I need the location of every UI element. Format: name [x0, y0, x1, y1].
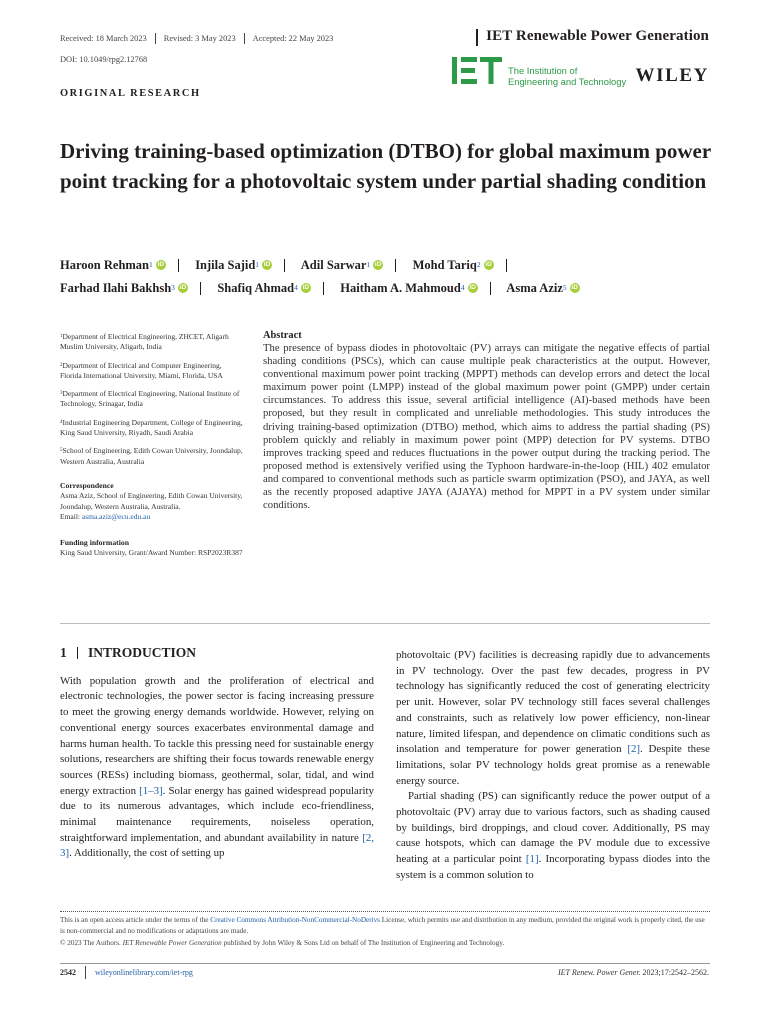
affiliations-column [60, 332, 243, 559]
affiliation-number[interactable]: 4 [294, 283, 298, 292]
journal-title-bar [476, 29, 478, 46]
correspondence-heading: Correspondence [60, 480, 114, 490]
orcid-icon[interactable]: iD [179, 284, 187, 292]
correspondence-text: Asma Aziz, School of Engineering, Edith Cowan University, Joondalup, Western Australia, Australia. Email: asma.aziz@ecu.edu.au [60, 491, 243, 521]
article-dates [60, 33, 333, 44]
footer-separator [85, 966, 86, 979]
email-link[interactable]: asma.aziz@ecu.edu.au [81, 511, 151, 521]
citation-link[interactable]: [1] [525, 853, 539, 866]
citation-info: IET Renew. Power Gener. 2023;17:2542–2562. [557, 968, 709, 977]
author-separator [395, 259, 396, 272]
abstract-text: The presence of bypass diodes in photovoltaic (PV) arrays can mitigate the negative effects of partial shading conditions (PSCs), which can cause multiple peak characteristics at the output. However, conventional maximum power point tracking (MPPT) methods can develop errors and detect the local maximum power point (LMPP) instead of the global maximum power point (GMPP) under certain circumstances. To address this issue, several artificial intelligence (AI)-based methods have been proposed, but they result in complicated and unreliable methodologies. This study introduces the driving training-based optimization (DTBO) method, which aims to address the partial shading (PS) problem quickly and reliably in maximum power point (MPP) detection for PV systems. DTBO improves tracking speed and reduces fluctuations in the power output during the tracking period. The proposed method is extensively verified using the Typhoon hardware-in-the-loop (HIL) 402 emulator and compared to conventional methods such as particle swarm optimization (PSO), and JAYA, as well as the recently proposed adaptive JAYA (AJAYA) method for MPPT in a PV system under similar conditions. [263, 342, 710, 512]
author-separator [178, 259, 179, 272]
affiliation-number[interactable]: 1 [149, 260, 153, 269]
date-separator [155, 33, 156, 44]
revised-date: Revised: 3 May 2023 [163, 34, 236, 43]
affiliation: $^5$School of Engineering, Edith Cowan University, Joondalup, Western Australia, Australia [60, 446, 243, 466]
affiliation: $^2$Department of Electrical and Computer Engineering, Florida International University, Miami, Florida, USA [60, 360, 223, 380]
journal-url-link[interactable]: wileyonlinelibrary.com/iet-rpg [95, 968, 193, 977]
affiliation-number[interactable]: 1 [255, 260, 260, 269]
orcid-icon[interactable]: iD [485, 261, 492, 269]
license-link[interactable]: Creative Commons Attribution-NonCommercial-NoDerivs [210, 916, 380, 924]
section-number: 1 [60, 645, 67, 660]
orcid-icon[interactable]: iD [374, 261, 382, 269]
affiliation-number[interactable]: 5 [562, 283, 567, 292]
orcid-icon[interactable]: iD [571, 284, 578, 292]
affiliation: $^3$Department of Electrical Engineering, National Institute of Technology, Srinagar, India [60, 389, 240, 409]
orcid-icon[interactable]: iD [157, 261, 165, 269]
abstract-heading: Abstract [263, 330, 302, 341]
author-separator [284, 259, 285, 272]
author-separator [323, 282, 324, 295]
affiliation: $^4$Industrial Engineering Department, College of Engineering, King Saud University, Riyadh, Saudi Arabia [60, 417, 243, 438]
author[interactable]: Mohd Tariq$^2$ iD [412, 258, 492, 272]
orcid-icon[interactable]: iD [469, 284, 476, 292]
page-number: 2542 [60, 968, 76, 977]
author[interactable]: Adil Sarwar$^1$ iD [300, 258, 382, 272]
article-title: Driving training-based optimization (DTBO) for global maximum power point tracking for a photovoltaic system under partial shading condition [60, 139, 711, 193]
affiliation-number[interactable]: 3 [171, 283, 175, 292]
intro-paragraph: With population growth and the proliferation of electrical and electronic technologies, the power sector is facing increasing pressure to meet the growing energy demands worldwide. However, relying on conventional energy sources exacerbates environmental damage and harms human health. To tackle this pressing need for sustainable energy solutions, researchers are shifting their focus towards renewable energy sources (RESs) including biomass, geothermal, solar, tidal, and wind energy extraction [1–3]. Solar energy has gained widespread popularity due to its numerous advantages, which include eco-friendliness, minimal maintenance requirements, noiseless operation, straightforward implementation, and abundant availability in nature [2, 3]. Additionally, the cost of setting up [60, 674, 375, 860]
journal-title: IET Renewable Power Generation [486, 28, 709, 44]
wiley-logo: WILEY [635, 65, 709, 86]
author[interactable]: Farhad Ilahi Bakhsh$^3$ iD [60, 281, 187, 295]
author[interactable]: Haitham A. Mahmoud$^4$ iD [340, 281, 476, 295]
author[interactable]: Asma Aziz$^5$ iD [506, 281, 578, 295]
citation-link[interactable]: [2, 3] [60, 831, 374, 860]
author-separator [506, 259, 507, 272]
doi[interactable]: DOI: 10.1049/rpg2.12768 [60, 55, 148, 64]
received-date: Received: 18 March 2023 [60, 34, 147, 43]
author[interactable]: Injila Sajid$^1$ iD [195, 258, 271, 272]
license-divider [60, 911, 710, 912]
author[interactable]: Shafiq Ahmad$^4$ iD [217, 281, 310, 295]
citation-link[interactable]: [1–3] [139, 784, 163, 797]
author-separator [200, 282, 201, 295]
iet-line-2: Engineering and Technology [508, 75, 627, 87]
iet-institution-name [508, 66, 626, 87]
iet-line-1: The Institution of [508, 65, 578, 76]
affiliation: $^1$Department of Electrical Engineering, ZHCET, Aligarh Muslim University, Aligarh, India [60, 332, 229, 352]
orcid-icon[interactable]: iD [263, 261, 271, 269]
intro-paragraph: photovoltaic (PV) facilities is decreasing rapidly due to advancements in PV technology. Over the past few decades, progress in PV technology has significantly reduced the cost of generating electricity per unit. However, solar PV technology still faces several challenges and constraints, such as relatively low power efficiency, non-linear nature, limited lifespan, and dependence on climatic conditions such as insolation and temperature for power generation [2]. Despite these limitations, solar PV technology holds great promise as a renewable energy source. [396, 649, 710, 787]
section-title: INTRODUCTION [87, 645, 196, 660]
orcid-icon[interactable]: iD [302, 284, 310, 292]
abstract [263, 330, 710, 512]
footer-rule [60, 963, 710, 964]
funding-heading: Funding information [60, 538, 129, 548]
affiliation-number[interactable]: 1 [366, 260, 371, 269]
author[interactable]: Haroon Rehman$^1$ iD [60, 258, 165, 272]
accepted-date: Accepted: 22 May 2023 [252, 34, 334, 43]
affiliation-number[interactable]: 2 [476, 260, 481, 269]
article-type-label: ORIGINAL RESEARCH [60, 88, 201, 99]
iet-logo-icon [452, 57, 502, 84]
section-divider [60, 623, 710, 624]
citation-link[interactable]: [2] [627, 743, 641, 756]
section-heading [60, 645, 374, 661]
license-notice: This is an open access article under the terms of the Creative Commons Attribution-NonCommercial-NoDerivs License, which permits use and distribution in any medium, provided the original work is properly cited, the use is non-commercial and no modifications or adaptations are made. © 2023 The Authors. IET Renewable Power Generation published by John Wiley & Sons Ltd on behalf of The Institution of Engineering and Technology. [60, 916, 705, 947]
intro-right-column [396, 648, 710, 884]
date-separator [244, 33, 245, 44]
intro-left-column [60, 645, 374, 862]
intro-paragraph: Partial shading (PS) can significantly reduce the power output of a photovoltaic (PV) array due to various factors, such as shading caused by buildings, bird droppings, and cloud cover. Additionally, PS may cause hotspots, which can damage the PV module due to excessive heating at a particular point [1]. Incorporating bypass diodes into the system is a common solution to [396, 790, 710, 881]
heading-separator [77, 647, 78, 659]
affiliation-number[interactable]: 4 [460, 283, 465, 292]
author-list [60, 254, 720, 300]
author-separator [490, 282, 491, 295]
funding-text: King Saud University, Grant/Award Number: RSP2023R387 [60, 548, 243, 558]
